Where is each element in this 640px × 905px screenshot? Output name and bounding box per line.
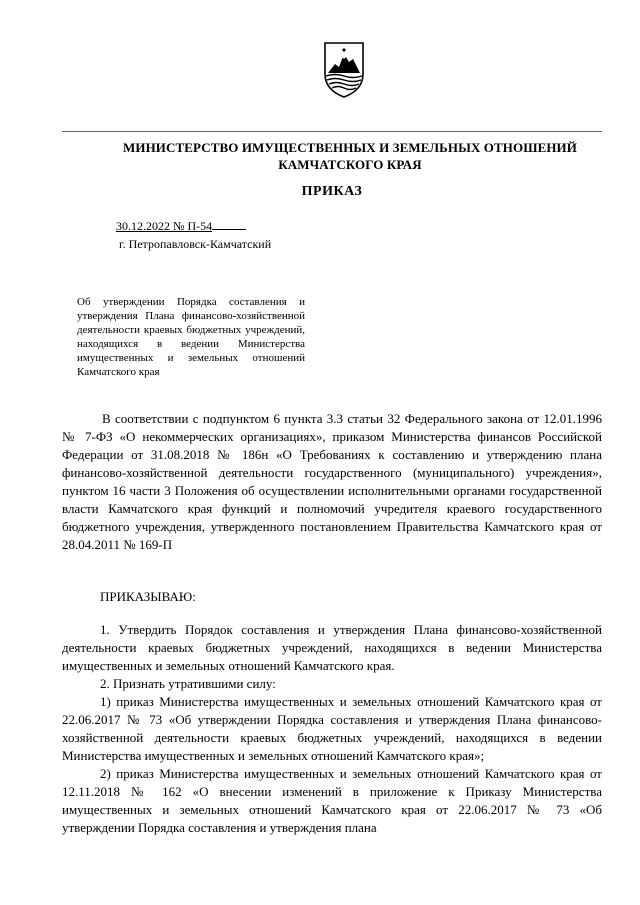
order-word: ПРИКАЗЫВАЮ: bbox=[100, 589, 196, 604]
order-items bbox=[62, 621, 602, 837]
ministry-name-line2: КАМЧАТСКОГО КРАЯ bbox=[278, 157, 422, 172]
order-item-1: 1. Утвердить Порядок составления и утверждения Плана финансово-хозяйственной деятельности краевых бюджетных учреждений, находящихся в ведении Министерства имущественных и земельных отношений Камчатского края. bbox=[62, 622, 602, 673]
kamchatka-coat-of-arms-icon bbox=[322, 40, 366, 100]
ministry-name bbox=[100, 139, 600, 173]
number-underline bbox=[212, 219, 246, 230]
order-item-2-1: 1) приказ Министерства имущественных и земельных отношений Камчатского края от 22.06.2017 № 73 «Об утверждении Порядка составления и утверждения Плана финансово-хозяйственной деятельности краевых бюджетных учреждений, находящихся в ведении Министерства имущественных и земельных отношений Камчатского края»; bbox=[62, 694, 602, 763]
order-item-2-2: 2) приказ Министерства имущественных и земельных отношений Камчатского края от 12.11.2018 № 162 «О внесении изменений в приложение к Приказу Министерства имущественных и земельных отношений Камчатского края от 22.06.2017 № 73 «Об утверждении Порядка составления и утверждения плана bbox=[62, 766, 602, 835]
document-number-text: 30.12.2022 № П-54 bbox=[116, 219, 213, 233]
document-type: ПРИКАЗ bbox=[301, 184, 363, 199]
ministry-name-line1: МИНИСТЕРСТВО ИМУЩЕСТВЕННЫХ И ЗЕМЕЛЬНЫХ ОТНОШЕНИЙ bbox=[123, 140, 577, 155]
document-number bbox=[116, 219, 246, 234]
header-rule bbox=[62, 131, 602, 132]
preamble-paragraph: В соответствии с подпунктом 6 пункта 3.3 статьи 32 Федерального закона от 12.01.1996 № 7-ФЗ «О некоммерческих организациях», приказом Министерства финансов Российской Федерации от 31.08.2018 № 186н «О Требованиях к составлению и утверждению плана финансово-хозяйственной деятельности государственного (муниципального) учреждения», пунктом 16 части 3 Положения об осуществлении исполнительными органами государственной власти Камчатского края функций и полномочий учредителя краевого государственного бюджетного учреждения, утвержденного постановлением Правительства Камчатского края от 28.04.2011 № 169-П bbox=[62, 411, 602, 552]
order-item-2: 2. Признать утратившими силу: bbox=[100, 676, 276, 691]
document-city: г. Петропавловск-Камчатский bbox=[119, 237, 272, 251]
document-subject: Об утверждении Порядка составления и утверждения Плана финансово-хозяйственной деятельности краевых бюджетных учреждений, находящихся в ведении Министерства имущественных и земельных отношений Камчатского края bbox=[77, 296, 305, 378]
